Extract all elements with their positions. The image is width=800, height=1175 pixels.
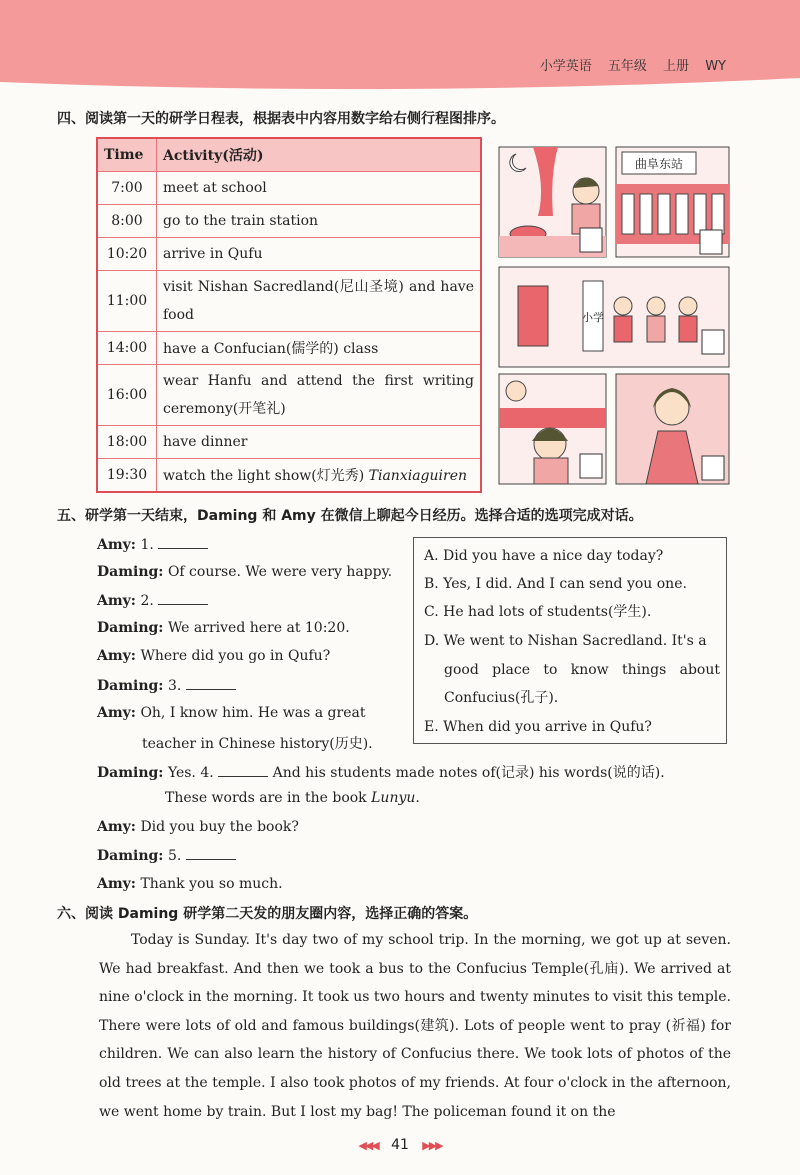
schedule-table	[96, 137, 482, 493]
subject-label: 小学英语	[539, 59, 592, 74]
table-row	[97, 205, 481, 238]
col-header-activity: Activity(活动)	[157, 138, 482, 172]
option-e: E. When did you arrive in Qufu?	[424, 719, 652, 735]
itinerary-pictures	[498, 146, 730, 486]
answer-box[interactable]	[702, 456, 724, 480]
option-b: B. Yes, I did. And I can send you one.	[424, 576, 687, 592]
dialogue-line: Daming: 5.	[97, 847, 236, 864]
answer-box[interactable]	[580, 228, 602, 252]
option-d-line3: Confucius(孔子).	[444, 690, 559, 706]
activity-cell	[157, 459, 482, 493]
answer-blank[interactable]	[158, 536, 208, 549]
grade-label: 五年级	[607, 59, 647, 74]
dialogue-line: Daming: We arrived here at 10:20.	[97, 620, 350, 636]
table-row	[97, 459, 481, 493]
activity-cell: have a Confucian(儒学的) class	[157, 332, 482, 365]
answer-box[interactable]	[580, 454, 602, 478]
school-sign: 小学	[582, 311, 604, 324]
answer-blank[interactable]	[186, 847, 236, 860]
table-row	[97, 365, 481, 426]
col-header-time: Time	[97, 138, 157, 172]
activity-cell: visit Nishan Sacredland(尼山圣境) and have food	[157, 271, 482, 332]
time-cell: 7:00	[97, 172, 157, 205]
dialogue-line: Amy: Thank you so much.	[97, 876, 283, 892]
table-row	[97, 332, 481, 365]
activity-cell: meet at school	[157, 172, 482, 205]
table-row	[97, 172, 481, 205]
volume-label: 上册	[663, 59, 690, 74]
answer-blank[interactable]	[158, 592, 208, 605]
picture-school	[499, 267, 729, 367]
dialogue-line: Amy: Oh, I know him. He was a great	[97, 705, 366, 721]
edition-label: WY	[705, 59, 726, 74]
time-cell: 18:00	[97, 426, 157, 459]
activity-cell: arrive in Qufu	[157, 238, 482, 271]
activity-cell: have dinner	[157, 426, 482, 459]
left-arrows-icon: ◀◀◀	[358, 1139, 378, 1152]
show-name: Tianxiaguiren	[368, 468, 467, 484]
options-box	[413, 537, 727, 744]
dialogue-line: Amy: 1.	[97, 536, 208, 553]
page-header	[528, 55, 726, 74]
activity-cell: wear Hanfu and attend the first writing ceremony(开笔礼)	[157, 365, 482, 426]
time-cell: 11:00	[97, 271, 157, 332]
page-footer	[0, 1137, 800, 1153]
dialogue-line: Daming: 3.	[97, 677, 236, 694]
time-cell: 14:00	[97, 332, 157, 365]
option-a: A. Did you have a nice day today?	[424, 548, 664, 564]
activity-cell: go to the train station	[157, 205, 482, 238]
answer-blank[interactable]	[186, 677, 236, 690]
dialogue-line: Amy: Did you buy the book?	[97, 819, 299, 835]
section4-title: 四、阅读第一天的研学日程表，根据表中内容用数字给右侧行程图排序。	[57, 111, 505, 127]
dialogue-line: teacher in Chinese history(历史).	[142, 736, 373, 752]
dialogue-line: Amy: 2.	[97, 592, 208, 609]
section5-title: 五、研学第一天结束，Daming 和 Amy 在微信上聊起今日经历。选择合适的选项完成对话。	[57, 508, 643, 524]
reading-passage: Today is Sunday. It's day two of my school trip. In the morning, we got up at seven. We had breakfast. And then we took a bus to the Confucius Temple(孔庙). We arrived at nine o'clock in the morning. It took us two hours and twenty minutes to visit this temple. There were lots of old and famous buildings(建筑). Lots of people went to pray (祈福) for children. We can also learn the history of Confucius there. We took lots of photos of the old trees at the temple. I also took photos of my friends. At four o'clock in the afternoon, we went home by train. But I lost my bag! The policeman found it on the	[99, 932, 731, 1120]
answer-blank[interactable]	[218, 764, 268, 777]
answer-box[interactable]	[702, 330, 724, 354]
dialogue-line: These words are in the book Lunyu.	[165, 790, 420, 806]
time-cell: 10:20	[97, 238, 157, 271]
section6-title: 六、阅读 Daming 研学第二天发的朋友圈内容，选择正确的答案。	[57, 906, 478, 922]
time-cell: 16:00	[97, 365, 157, 426]
time-cell: 19:30	[97, 459, 157, 493]
right-arrows-icon: ▶▶▶	[422, 1139, 442, 1152]
option-c: C. He had lots of students(学生).	[424, 604, 652, 620]
table-row	[97, 271, 481, 332]
station-sign: 曲阜东站	[634, 157, 684, 171]
option-d-line2: good place to know things about	[444, 662, 720, 678]
dialogue-line: Daming: Yes. 4. And his students made notes of(记录) his words(说的话).	[97, 765, 665, 781]
activity-text: watch the light show(灯光秀)	[163, 468, 369, 484]
table-row	[97, 426, 481, 459]
table-row	[97, 238, 481, 271]
dialogue-line: Amy: Where did you go in Qufu?	[97, 648, 331, 664]
option-d: D. We went to Nishan Sacredland. It's a	[424, 633, 707, 649]
header-banner	[0, 0, 800, 92]
page-number: 41	[391, 1137, 409, 1153]
time-cell: 8:00	[97, 205, 157, 238]
answer-box[interactable]	[700, 230, 722, 254]
dialogue-line: Daming: Of course. We were very happy.	[97, 564, 393, 580]
book-title: Lunyu	[371, 790, 416, 806]
